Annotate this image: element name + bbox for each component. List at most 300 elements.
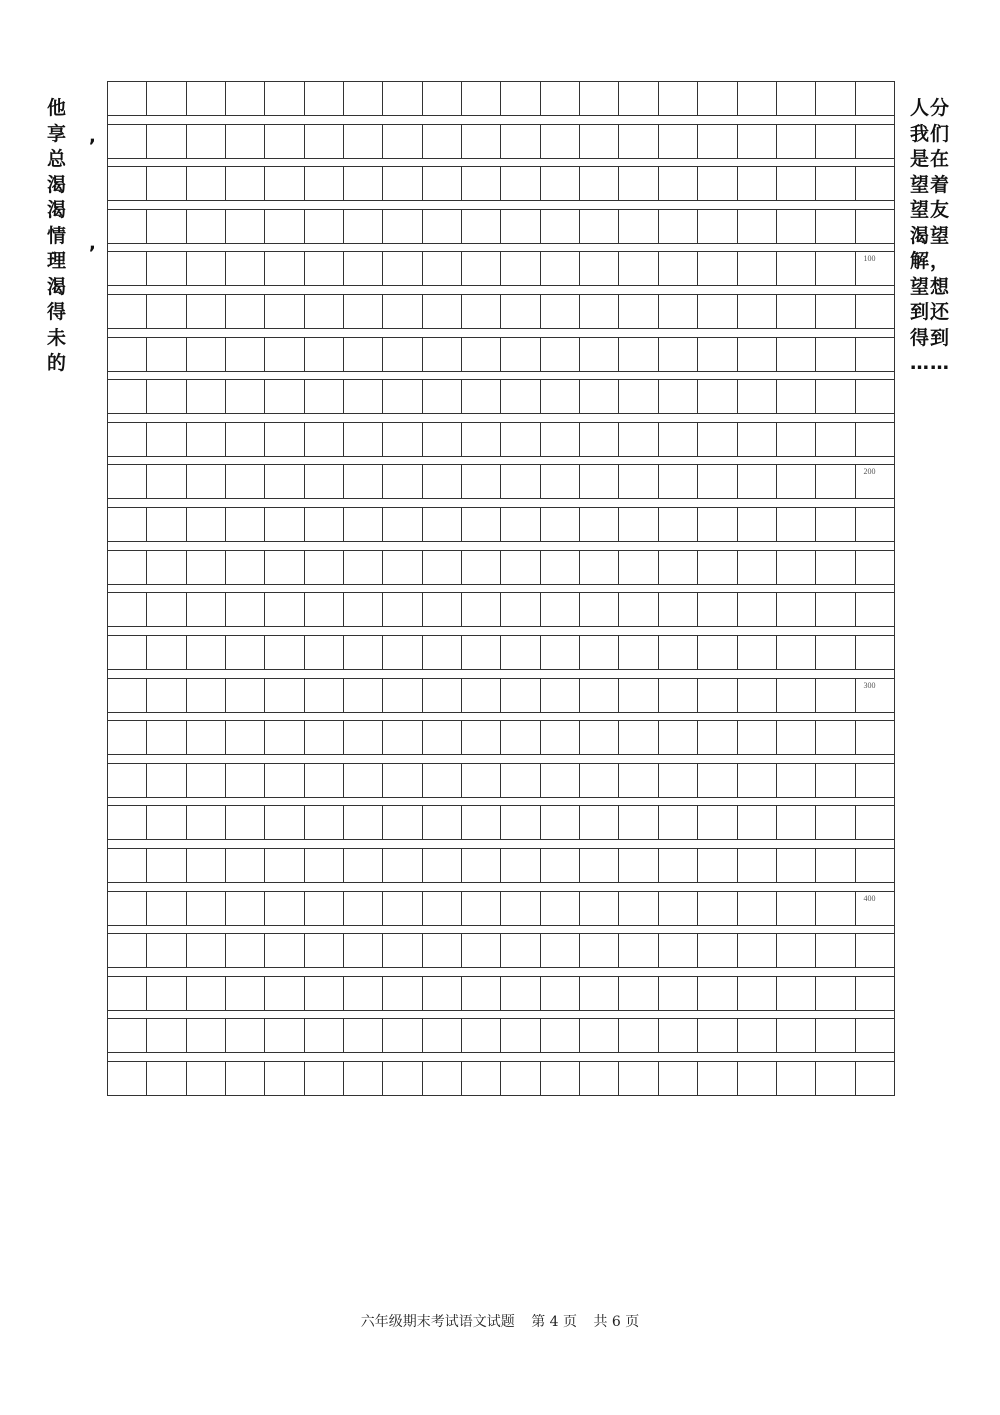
grid-cell[interactable] xyxy=(501,423,540,456)
grid-cell[interactable] xyxy=(856,593,894,626)
grid-cell[interactable] xyxy=(344,465,383,498)
grid-cell[interactable] xyxy=(305,1019,344,1052)
grid-cell[interactable] xyxy=(619,1062,658,1095)
grid-cell[interactable] xyxy=(698,806,737,839)
grid-cell[interactable] xyxy=(226,423,265,456)
grid-cell[interactable] xyxy=(580,721,619,754)
grid-cell[interactable] xyxy=(423,210,462,243)
grid-cell[interactable] xyxy=(108,806,147,839)
grid-cell[interactable] xyxy=(541,295,580,328)
grid-cell[interactable] xyxy=(305,380,344,413)
grid-cell[interactable] xyxy=(738,934,777,967)
grid-cell[interactable] xyxy=(187,721,226,754)
grid-cell[interactable] xyxy=(226,849,265,882)
grid-cell[interactable] xyxy=(147,593,186,626)
grid-cell[interactable] xyxy=(777,167,816,200)
grid-cell[interactable] xyxy=(659,679,698,712)
grid-cell[interactable] xyxy=(383,210,422,243)
grid-cell[interactable] xyxy=(147,167,186,200)
grid-cell[interactable] xyxy=(541,167,580,200)
grid-cell[interactable] xyxy=(344,892,383,925)
grid-cell[interactable] xyxy=(108,977,147,1010)
grid-cell[interactable] xyxy=(344,1019,383,1052)
grid-cell[interactable] xyxy=(856,82,894,115)
grid-cell[interactable] xyxy=(344,210,383,243)
grid-cell[interactable] xyxy=(265,679,304,712)
grid-cell[interactable] xyxy=(580,210,619,243)
grid-cell[interactable] xyxy=(659,764,698,797)
grid-cell[interactable] xyxy=(501,679,540,712)
grid-cell[interactable] xyxy=(856,806,894,839)
grid-cell[interactable] xyxy=(462,892,501,925)
grid-cell[interactable] xyxy=(305,892,344,925)
grid-cell[interactable] xyxy=(226,977,265,1010)
grid-cell[interactable] xyxy=(856,252,894,285)
grid-cell[interactable] xyxy=(777,82,816,115)
grid-cell[interactable] xyxy=(462,849,501,882)
grid-cell[interactable] xyxy=(698,210,737,243)
grid-cell[interactable] xyxy=(580,1062,619,1095)
grid-cell[interactable] xyxy=(226,252,265,285)
grid-cell[interactable] xyxy=(383,380,422,413)
grid-cell[interactable] xyxy=(462,593,501,626)
grid-cell[interactable] xyxy=(265,636,304,669)
grid-cell[interactable] xyxy=(344,849,383,882)
grid-cell[interactable] xyxy=(580,295,619,328)
grid-cell[interactable] xyxy=(541,764,580,797)
grid-cell[interactable] xyxy=(659,934,698,967)
grid-cell[interactable] xyxy=(738,849,777,882)
grid-cell[interactable] xyxy=(147,508,186,541)
grid-cell[interactable] xyxy=(226,892,265,925)
grid-cell[interactable] xyxy=(305,210,344,243)
grid-cell[interactable] xyxy=(777,210,816,243)
grid-cell[interactable] xyxy=(265,934,304,967)
grid-cell[interactable] xyxy=(462,679,501,712)
grid-cell[interactable] xyxy=(108,764,147,797)
grid-cell[interactable] xyxy=(305,551,344,584)
grid-cell[interactable] xyxy=(187,82,226,115)
grid-cell[interactable] xyxy=(659,338,698,371)
grid-cell[interactable] xyxy=(816,593,855,626)
grid-cell[interactable] xyxy=(501,849,540,882)
grid-cell[interactable] xyxy=(423,423,462,456)
grid-cell[interactable] xyxy=(265,806,304,839)
grid-cell[interactable] xyxy=(108,125,147,158)
grid-cell[interactable] xyxy=(698,465,737,498)
grid-cell[interactable] xyxy=(541,892,580,925)
grid-cell[interactable] xyxy=(423,508,462,541)
grid-cell[interactable] xyxy=(698,82,737,115)
grid-cell[interactable] xyxy=(462,977,501,1010)
grid-cell[interactable] xyxy=(619,82,658,115)
grid-cell[interactable] xyxy=(265,210,304,243)
grid-cell[interactable] xyxy=(777,380,816,413)
grid-cell[interactable] xyxy=(580,465,619,498)
grid-cell[interactable] xyxy=(344,295,383,328)
grid-cell[interactable] xyxy=(698,167,737,200)
grid-cell[interactable] xyxy=(816,508,855,541)
grid-cell[interactable] xyxy=(619,977,658,1010)
grid-cell[interactable] xyxy=(108,338,147,371)
grid-cell[interactable] xyxy=(226,210,265,243)
grid-cell[interactable] xyxy=(856,423,894,456)
grid-cell[interactable] xyxy=(383,125,422,158)
grid-cell[interactable] xyxy=(423,849,462,882)
grid-cell[interactable] xyxy=(147,82,186,115)
grid-cell[interactable] xyxy=(619,125,658,158)
grid-cell[interactable] xyxy=(226,508,265,541)
grid-cell[interactable] xyxy=(147,210,186,243)
grid-cell[interactable] xyxy=(344,125,383,158)
grid-cell[interactable] xyxy=(501,508,540,541)
grid-cell[interactable] xyxy=(501,338,540,371)
grid-cell[interactable] xyxy=(501,721,540,754)
grid-cell[interactable] xyxy=(147,636,186,669)
grid-cell[interactable] xyxy=(423,252,462,285)
grid-cell[interactable] xyxy=(501,252,540,285)
grid-cell[interactable] xyxy=(501,977,540,1010)
grid-cell[interactable] xyxy=(738,806,777,839)
grid-cell[interactable] xyxy=(305,465,344,498)
grid-cell[interactable] xyxy=(580,806,619,839)
grid-cell[interactable] xyxy=(383,679,422,712)
grid-cell[interactable] xyxy=(462,1019,501,1052)
grid-cell[interactable] xyxy=(423,380,462,413)
grid-cell[interactable] xyxy=(580,338,619,371)
grid-cell[interactable] xyxy=(541,977,580,1010)
grid-cell[interactable] xyxy=(619,593,658,626)
grid-cell[interactable] xyxy=(738,465,777,498)
grid-cell[interactable] xyxy=(187,806,226,839)
grid-cell[interactable] xyxy=(226,721,265,754)
grid-cell[interactable] xyxy=(265,892,304,925)
grid-cell[interactable] xyxy=(698,1019,737,1052)
grid-cell[interactable] xyxy=(423,82,462,115)
grid-cell[interactable] xyxy=(383,338,422,371)
grid-cell[interactable] xyxy=(619,167,658,200)
grid-cell[interactable] xyxy=(226,125,265,158)
grid-cell[interactable] xyxy=(501,167,540,200)
grid-cell[interactable] xyxy=(265,423,304,456)
grid-cell[interactable] xyxy=(541,593,580,626)
grid-cell[interactable] xyxy=(344,721,383,754)
grid-cell[interactable] xyxy=(777,423,816,456)
grid-cell[interactable] xyxy=(659,977,698,1010)
grid-cell[interactable] xyxy=(816,849,855,882)
grid-cell[interactable] xyxy=(698,252,737,285)
grid-cell[interactable] xyxy=(501,465,540,498)
grid-cell[interactable] xyxy=(738,508,777,541)
grid-cell[interactable] xyxy=(147,252,186,285)
grid-cell[interactable] xyxy=(659,806,698,839)
grid-cell[interactable] xyxy=(501,125,540,158)
grid-cell[interactable] xyxy=(816,167,855,200)
grid-cell[interactable] xyxy=(305,636,344,669)
grid-cell[interactable] xyxy=(738,423,777,456)
grid-cell[interactable] xyxy=(541,252,580,285)
grid-cell[interactable] xyxy=(108,508,147,541)
grid-cell[interactable] xyxy=(816,721,855,754)
grid-cell[interactable] xyxy=(659,82,698,115)
grid-cell[interactable] xyxy=(383,593,422,626)
grid-cell[interactable] xyxy=(344,338,383,371)
grid-cell[interactable] xyxy=(423,977,462,1010)
grid-cell[interactable] xyxy=(108,252,147,285)
grid-cell[interactable] xyxy=(659,423,698,456)
grid-cell[interactable] xyxy=(541,551,580,584)
grid-cell[interactable] xyxy=(383,1062,422,1095)
grid-cell[interactable] xyxy=(619,849,658,882)
grid-cell[interactable] xyxy=(816,338,855,371)
grid-cell[interactable] xyxy=(738,977,777,1010)
grid-cell[interactable] xyxy=(383,977,422,1010)
grid-cell[interactable] xyxy=(423,1019,462,1052)
grid-cell[interactable] xyxy=(187,551,226,584)
grid-cell[interactable] xyxy=(816,210,855,243)
grid-cell[interactable] xyxy=(659,721,698,754)
grid-cell[interactable] xyxy=(187,977,226,1010)
grid-cell[interactable] xyxy=(856,636,894,669)
grid-cell[interactable] xyxy=(698,551,737,584)
grid-cell[interactable] xyxy=(619,764,658,797)
grid-cell[interactable] xyxy=(777,551,816,584)
grid-cell[interactable] xyxy=(383,806,422,839)
grid-cell[interactable] xyxy=(816,423,855,456)
grid-cell[interactable] xyxy=(659,892,698,925)
grid-cell[interactable] xyxy=(265,167,304,200)
grid-cell[interactable] xyxy=(738,636,777,669)
grid-cell[interactable] xyxy=(344,380,383,413)
grid-cell[interactable] xyxy=(698,1062,737,1095)
grid-cell[interactable] xyxy=(816,380,855,413)
grid-cell[interactable] xyxy=(305,679,344,712)
grid-cell[interactable] xyxy=(147,465,186,498)
grid-cell[interactable] xyxy=(856,210,894,243)
grid-cell[interactable] xyxy=(541,679,580,712)
grid-cell[interactable] xyxy=(265,764,304,797)
grid-cell[interactable] xyxy=(147,764,186,797)
grid-cell[interactable] xyxy=(344,508,383,541)
grid-cell[interactable] xyxy=(344,252,383,285)
grid-cell[interactable] xyxy=(541,849,580,882)
grid-cell[interactable] xyxy=(462,721,501,754)
grid-cell[interactable] xyxy=(580,551,619,584)
grid-cell[interactable] xyxy=(108,934,147,967)
grid-cell[interactable] xyxy=(541,338,580,371)
grid-cell[interactable] xyxy=(777,465,816,498)
grid-cell[interactable] xyxy=(187,679,226,712)
grid-cell[interactable] xyxy=(816,295,855,328)
grid-cell[interactable] xyxy=(305,806,344,839)
grid-cell[interactable] xyxy=(108,380,147,413)
grid-cell[interactable] xyxy=(501,210,540,243)
grid-cell[interactable] xyxy=(659,295,698,328)
grid-cell[interactable] xyxy=(305,295,344,328)
grid-cell[interactable] xyxy=(462,508,501,541)
grid-cell[interactable] xyxy=(856,934,894,967)
grid-cell[interactable] xyxy=(501,1062,540,1095)
grid-cell[interactable] xyxy=(738,380,777,413)
grid-cell[interactable] xyxy=(698,679,737,712)
grid-cell[interactable] xyxy=(226,679,265,712)
grid-cell[interactable] xyxy=(619,295,658,328)
grid-cell[interactable] xyxy=(305,934,344,967)
grid-cell[interactable] xyxy=(305,593,344,626)
grid-cell[interactable] xyxy=(383,849,422,882)
grid-cell[interactable] xyxy=(344,82,383,115)
grid-cell[interactable] xyxy=(619,1019,658,1052)
grid-cell[interactable] xyxy=(108,82,147,115)
grid-cell[interactable] xyxy=(659,636,698,669)
grid-cell[interactable] xyxy=(738,82,777,115)
grid-cell[interactable] xyxy=(580,977,619,1010)
grid-cell[interactable] xyxy=(147,423,186,456)
grid-cell[interactable] xyxy=(187,1019,226,1052)
grid-cell[interactable] xyxy=(738,593,777,626)
grid-cell[interactable] xyxy=(738,338,777,371)
grid-cell[interactable] xyxy=(580,167,619,200)
grid-cell[interactable] xyxy=(541,806,580,839)
grid-cell[interactable] xyxy=(108,849,147,882)
grid-cell[interactable] xyxy=(777,1019,816,1052)
grid-cell[interactable] xyxy=(344,934,383,967)
grid-cell[interactable] xyxy=(856,892,894,925)
grid-cell[interactable] xyxy=(580,849,619,882)
grid-cell[interactable] xyxy=(738,295,777,328)
grid-cell[interactable] xyxy=(541,465,580,498)
grid-cell[interactable] xyxy=(147,125,186,158)
grid-cell[interactable] xyxy=(305,423,344,456)
grid-cell[interactable] xyxy=(187,210,226,243)
grid-cell[interactable] xyxy=(226,636,265,669)
grid-cell[interactable] xyxy=(856,849,894,882)
grid-cell[interactable] xyxy=(698,849,737,882)
grid-cell[interactable] xyxy=(265,1019,304,1052)
grid-cell[interactable] xyxy=(777,338,816,371)
grid-cell[interactable] xyxy=(856,551,894,584)
grid-cell[interactable] xyxy=(147,892,186,925)
grid-cell[interactable] xyxy=(659,125,698,158)
grid-cell[interactable] xyxy=(108,679,147,712)
grid-cell[interactable] xyxy=(619,252,658,285)
grid-cell[interactable] xyxy=(738,125,777,158)
grid-cell[interactable] xyxy=(541,1019,580,1052)
grid-cell[interactable] xyxy=(226,551,265,584)
grid-cell[interactable] xyxy=(501,636,540,669)
grid-cell[interactable] xyxy=(423,806,462,839)
grid-cell[interactable] xyxy=(187,295,226,328)
grid-cell[interactable] xyxy=(423,892,462,925)
grid-cell[interactable] xyxy=(698,977,737,1010)
grid-cell[interactable] xyxy=(816,636,855,669)
grid-cell[interactable] xyxy=(187,252,226,285)
grid-cell[interactable] xyxy=(501,295,540,328)
grid-cell[interactable] xyxy=(816,551,855,584)
grid-cell[interactable] xyxy=(580,125,619,158)
grid-cell[interactable] xyxy=(738,1062,777,1095)
grid-cell[interactable] xyxy=(226,82,265,115)
grid-cell[interactable] xyxy=(226,167,265,200)
grid-cell[interactable] xyxy=(738,551,777,584)
grid-cell[interactable] xyxy=(619,465,658,498)
grid-cell[interactable] xyxy=(108,167,147,200)
grid-cell[interactable] xyxy=(619,721,658,754)
grid-cell[interactable] xyxy=(856,1062,894,1095)
grid-cell[interactable] xyxy=(265,551,304,584)
grid-cell[interactable] xyxy=(265,295,304,328)
grid-cell[interactable] xyxy=(856,380,894,413)
grid-cell[interactable] xyxy=(187,764,226,797)
grid-cell[interactable] xyxy=(108,1019,147,1052)
grid-cell[interactable] xyxy=(777,721,816,754)
grid-cell[interactable] xyxy=(462,465,501,498)
grid-cell[interactable] xyxy=(580,636,619,669)
grid-cell[interactable] xyxy=(856,125,894,158)
grid-cell[interactable] xyxy=(423,636,462,669)
grid-cell[interactable] xyxy=(265,593,304,626)
grid-cell[interactable] xyxy=(738,679,777,712)
grid-cell[interactable] xyxy=(619,551,658,584)
grid-cell[interactable] xyxy=(265,125,304,158)
grid-cell[interactable] xyxy=(187,423,226,456)
grid-cell[interactable] xyxy=(423,764,462,797)
grid-cell[interactable] xyxy=(305,1062,344,1095)
grid-cell[interactable] xyxy=(659,210,698,243)
grid-cell[interactable] xyxy=(108,551,147,584)
grid-cell[interactable] xyxy=(187,380,226,413)
grid-cell[interactable] xyxy=(856,338,894,371)
grid-cell[interactable] xyxy=(187,892,226,925)
grid-cell[interactable] xyxy=(619,380,658,413)
grid-cell[interactable] xyxy=(423,465,462,498)
grid-cell[interactable] xyxy=(698,934,737,967)
grid-cell[interactable] xyxy=(738,252,777,285)
grid-cell[interactable] xyxy=(108,721,147,754)
grid-cell[interactable] xyxy=(698,636,737,669)
grid-cell[interactable] xyxy=(619,338,658,371)
grid-cell[interactable] xyxy=(305,508,344,541)
grid-cell[interactable] xyxy=(777,679,816,712)
grid-cell[interactable] xyxy=(462,764,501,797)
grid-cell[interactable] xyxy=(738,1019,777,1052)
grid-cell[interactable] xyxy=(777,764,816,797)
grid-cell[interactable] xyxy=(187,1062,226,1095)
grid-cell[interactable] xyxy=(659,380,698,413)
grid-cell[interactable] xyxy=(580,380,619,413)
grid-cell[interactable] xyxy=(541,380,580,413)
grid-cell[interactable] xyxy=(108,295,147,328)
grid-cell[interactable] xyxy=(383,1019,422,1052)
grid-cell[interactable] xyxy=(541,210,580,243)
grid-cell[interactable] xyxy=(344,423,383,456)
grid-cell[interactable] xyxy=(777,977,816,1010)
grid-cell[interactable] xyxy=(226,934,265,967)
grid-cell[interactable] xyxy=(698,508,737,541)
grid-cell[interactable] xyxy=(816,82,855,115)
grid-cell[interactable] xyxy=(541,125,580,158)
grid-cell[interactable] xyxy=(147,1062,186,1095)
grid-cell[interactable] xyxy=(423,125,462,158)
grid-cell[interactable] xyxy=(383,82,422,115)
grid-cell[interactable] xyxy=(305,721,344,754)
grid-cell[interactable] xyxy=(698,125,737,158)
grid-cell[interactable] xyxy=(541,1062,580,1095)
grid-cell[interactable] xyxy=(738,764,777,797)
grid-cell[interactable] xyxy=(698,892,737,925)
grid-cell[interactable] xyxy=(265,1062,304,1095)
grid-cell[interactable] xyxy=(187,167,226,200)
